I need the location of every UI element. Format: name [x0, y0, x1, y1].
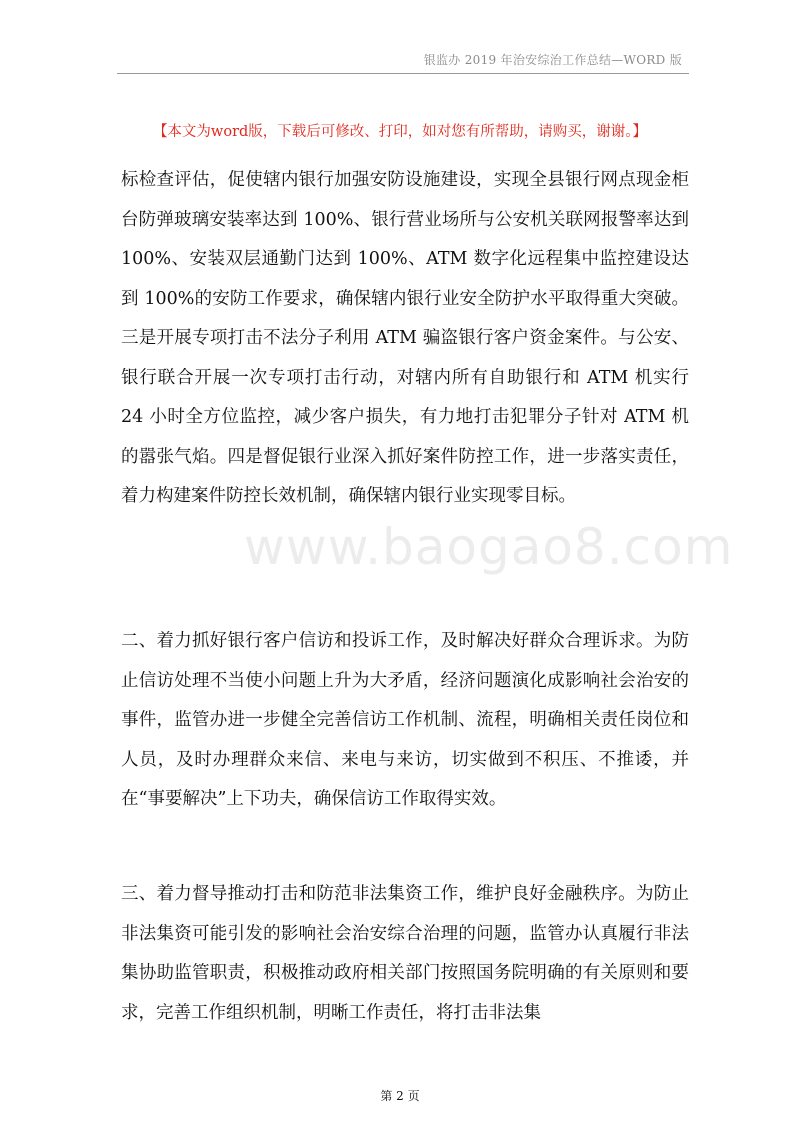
body-paragraph: 二、着力抓好银行客户信访和投诉工作，及时解决好群众合理诉求。为防止信访处理不当使小问题上升为大矛盾，经济问题演化成影响社会治安的事件，监管办进一步健全完善信访工作机制、流程，明确相关责任岗位和人员，及时办理群众来信、来电与来访，切实做到不积压、不推诿，并在“事要解决”上下功夫，确保信访工作取得实效。 [121, 631, 689, 809]
body-paragraph: 标检查评估，促使辖内银行加强安防设施建设，实现全县银行网点现金柜台防弹玻璃安装率达到 100%、银行营业场所与公安机关联网报警率达到 100%、安装双层通勤门达到 100%、ATM 数字化远程集中监控建设达到 100%的安防工作要求，确保辖内银行业安全防护水平取得重大突破。三是开展专项打击不法分子利用 ATM 骗盗银行客户资金案件。与公安、银行联合开展一次专项打击行动，对辖内所有自助银行和 ATM 机实行 24 小时全方位监控，减少客户损失，有力地打击犯罪分子针对 ATM 机的嚣张气焰。四是督促银行业深入抓好案件防控工作，进一步落实责任，着力构建案件防控长效机制，确保辖内银行业实现零目标。 [121, 170, 689, 506]
document-header-title: 银监办 2019 年治安综治工作总结—WORD 版 [423, 53, 682, 67]
purchase-notice: 【本文为word版，下载后可修改、打印，如对您有所帮助，请购买，谢谢。】 [152, 124, 648, 140]
header-divider [117, 73, 689, 74]
site-watermark: www.baogao8.com [244, 518, 734, 576]
page-number: 第 2 页 [380, 1089, 420, 1103]
body-paragraph: 三、着力督导推动打击和防范非法集资工作，维护良好金融秩序。为防止非法集资可能引发的影响社会治安综合治理的问题，监管办认真履行非法集协助监管职责，积极推动政府相关部门按照国务院明确的有关原则和要求，完善工作组织机制，明晰工作责任，将打击非法集 [121, 884, 689, 1023]
